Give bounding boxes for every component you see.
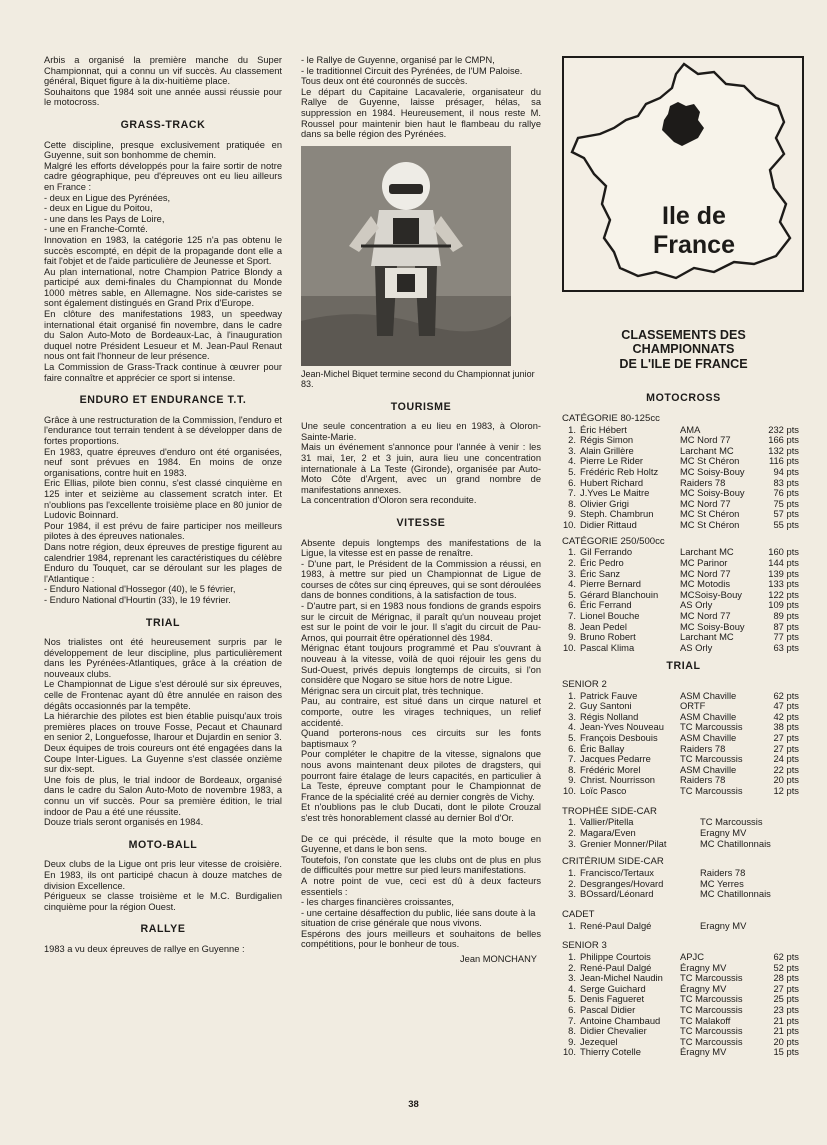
rider-name: Magara/Even: [580, 827, 636, 838]
column-left: [44, 55, 282, 955]
rank-number: 2.: [568, 700, 576, 712]
ranking-row: [562, 868, 805, 879]
rider-name: Pierre Bernard: [580, 578, 641, 590]
rider-name: Hubert Richard: [580, 476, 644, 488]
points: 62 pts: [773, 950, 799, 962]
rank-number: 5.: [568, 732, 576, 744]
rider-name: Denis Fagueret: [580, 993, 645, 1005]
club-name: MC Chatillonnais: [700, 837, 771, 849]
rank-number: 9.: [568, 508, 576, 520]
ranking-row: [562, 467, 805, 478]
paragraph: Deux clubs de la Ligue ont pris leur vitesse de croisière. En 1983, ils ont participé chacun à douze matches de division Excellence.: [44, 859, 282, 891]
rider-name: Steph. Chambrun: [580, 508, 654, 520]
list-item: - une en Franche-Comté.: [44, 224, 148, 235]
club-name: Raiders 78: [680, 476, 726, 488]
column-middle: [301, 55, 541, 965]
ranking-trophee-side-car: [562, 817, 805, 849]
heading-grass-track: GRASS-TRACK: [120, 118, 206, 131]
club-name: Larchant MC: [680, 631, 734, 643]
club-name: MC Parinor: [680, 556, 728, 568]
paragraph: Dans notre région, deux épreuves de prestige figurent au calendrier 1984, reprenant les caractéristiques du célèbre Enduro du Touquet, car se déroulant sur les plages de l'Atlantique :: [44, 541, 282, 584]
list-item: - deux en Ligue du Poitou,: [44, 203, 153, 214]
paragraph: Deux équipes de trois coureurs ont été engagées dans la Coupe Inter-Ligues. La Guyenne s'est classée onzième sur dix-sept.: [44, 743, 282, 775]
rider-name: Jean-Yves Nouveau: [580, 721, 664, 733]
intro-block: [44, 55, 282, 108]
rider-name: Éric Hébert: [580, 423, 627, 435]
points: 83 pts: [773, 476, 799, 488]
rank-number: 10.: [562, 518, 576, 530]
club-name: APJC: [680, 950, 704, 962]
rank-number: 3.: [568, 837, 576, 849]
map-label-line1: Ile de: [662, 202, 726, 230]
paragraph: Arbis a organisé la première manche du Super Championnat, qui a connu un vif succès. Au classement général, Biquet figure à la dix-huitième place.: [44, 55, 282, 87]
points: 89 pts: [773, 609, 799, 621]
rank-number: 6.: [568, 742, 576, 754]
paragraph: - D'autre part, si en 1983 nous fondions de grands espoirs sur le circuit de Mérignac, il paraît qu'un nouveau projet est sur le point de voir le jour. Il s'agit du circuit de Pau-Arnos, qui pourrait être opérationnel dès 1984.: [301, 601, 541, 643]
rider-name: Régis Nolland: [580, 710, 639, 722]
motocross-rider-photo: [301, 146, 511, 366]
club-name: Raiders 78: [680, 774, 726, 786]
rank-number: 2.: [568, 556, 576, 568]
points: 23 pts: [773, 1003, 799, 1015]
club-name: MC St Chéron: [680, 508, 740, 520]
rider-name: Jacques Pedarre: [580, 753, 651, 765]
rank-number: 5.: [568, 993, 576, 1005]
rider-name: Lionel Bouche: [580, 609, 640, 621]
rank-number: 9.: [568, 774, 576, 786]
club-name: Eragny MV: [700, 827, 747, 838]
club-name: TC Marcoussis: [680, 993, 743, 1005]
list-item: - les charges financières croissantes,: [301, 897, 454, 908]
points: 57 pts: [773, 508, 799, 520]
paragraph: Mérignac étant toujours programmé et Pau s'ouvrant à nouveau à la vitesse, voilà de quoi réjouir les gens du Sud-Ouest, privés depuis longtemps de circuits, si l'on considère que Nogaro se situe hors de notre Ligue.: [301, 643, 541, 686]
paragraph: Malgré les efforts développés pour la faire sortir de notre cadre géographique, peu d'épreuves ont eu lieu ailleurs en France :: [44, 160, 282, 192]
ranking-row: [562, 1005, 805, 1016]
points: 27 pts: [773, 982, 799, 994]
rider-name: Éric Ballay: [580, 742, 625, 754]
club-name: AMA: [680, 423, 701, 435]
ranking-row: [562, 786, 805, 797]
rider-name: Éric Pedro: [580, 556, 624, 568]
rider-name: Pascal Klima: [580, 641, 635, 653]
points: 63 pts: [773, 641, 799, 653]
heading-moto-ball: MOTO-BALL: [128, 838, 198, 851]
paragraph: Une fois de plus, le trial indoor de Bordeaux, organisé dans le cadre du Salon Auto-Moto de novembre 1983, a connu un vif succès. Pour sa première édition, le trial indoor de Pau a été une réussite.: [44, 774, 282, 817]
paragraph: La hiérarchie des pilotes est bien établie puisqu'aux trois premières places on trouve Fosse, Pecaut et Chaunard en senior 2, Longuefosse, Iharour et Dujardin en senior 3.: [44, 711, 282, 743]
rank-number: 1.: [568, 423, 576, 435]
paragraph: Douze trials seront organisés en 1984.: [44, 817, 204, 828]
club-name: ASM Chaville: [680, 689, 737, 701]
club-name: MC Nord 77: [680, 497, 731, 509]
rider-name: Pierre Le Rider: [580, 455, 644, 467]
rank-number: 9.: [568, 631, 576, 643]
rank-number: 6.: [568, 476, 576, 488]
points: 62 pts: [773, 689, 799, 701]
title-line: CHAMPIONNATS: [632, 342, 735, 357]
club-name: MC Motodis: [680, 578, 731, 590]
points: 22 pts: [773, 763, 799, 775]
ranking-row: [562, 828, 805, 839]
club-name: TC Marcoussis: [680, 753, 743, 765]
rank-number: 8.: [568, 497, 576, 509]
club-name: MC Nord 77: [680, 609, 731, 621]
paragraph: Mais un événement s'annonce pour l'année à venir : les 31 mai, 1er, 2 et 3 juin, aura lieu une concentration internationale à La Teste (Gironde), organisée par Auto-Moto Côte d'Argent, avec un grand nombre de manifestations annexes.: [301, 442, 541, 495]
rider-name: Gérard Blanchouin: [580, 588, 659, 600]
paragraph: Une seule concentration a eu lieu en 1983, à Oloron-Sainte-Marie.: [301, 421, 541, 442]
rank-number: 9.: [568, 1035, 576, 1047]
paragraph: Et n'oublions pas le club Ducati, dont le pilote Crouzal s'est très honorablement classé au dernier Bol d'Or.: [301, 802, 541, 823]
category-criterium-side-car: CRITÉRIUM SIDE-CAR: [562, 856, 664, 868]
club-name: Larchant MC: [680, 546, 734, 558]
paragraph: Pau, au contraire, est situé dans un cirque naturel et comporte, outre les virages techniques, un relief accidenté.: [301, 696, 541, 728]
points: 52 pts: [773, 961, 799, 973]
club-name: TC Marcoussis: [680, 1003, 743, 1015]
category-cadet: CADET: [562, 908, 595, 920]
rider-name: Antoine Chambaud: [580, 1014, 661, 1026]
paragraph: Nos trialistes ont été heureusement surpris par le développement de leur discipline, plus particulièrement dans les Pyrénées-Atlantiques, grâce à la création de nouveaux clubs.: [44, 637, 282, 679]
club-name: AS Orly: [680, 599, 713, 611]
club-name: TC Marcoussis: [680, 1035, 743, 1047]
rider-name: Gil Ferrando: [580, 546, 633, 558]
rank-number: 2.: [568, 434, 576, 446]
rider-name: Francisco/Tertaux: [580, 866, 654, 878]
rider-name: Didier Rittaud: [580, 518, 637, 530]
list-item: - deux en Ligue des Pyrénées,: [44, 192, 171, 203]
rider-name: Christ. Nourrisson: [580, 774, 656, 786]
heading-trial-idf: TRIAL: [666, 660, 701, 673]
heading-rallye: RALLYE: [140, 923, 186, 936]
rank-number: 1.: [568, 816, 576, 828]
club-name: MC Soisy-Bouy: [680, 487, 745, 499]
category-senior-2: SENIOR 2: [562, 678, 607, 690]
points: 116 pts: [768, 455, 799, 467]
ranking-row: [562, 520, 805, 531]
list-item: - Enduro National d'Hourtin (33), le 19 février.: [44, 594, 231, 605]
rider-name: Frédéric Morel: [580, 763, 641, 775]
paragraph: - D'une part, le Président de la Commission a réussi, en 1983, à mettre sur pied un Championnat de Ligue de courses de côtes sur cinq épreuves, qui se sont déroulées dans de bonnes conditions, à la satisfaction de tous.: [301, 558, 541, 601]
list-item: - le Rallye de Guyenne, organisé par le CMPN,: [301, 55, 495, 65]
points: 20 pts: [773, 1035, 799, 1047]
club-name: Éragny MV: [680, 982, 727, 994]
rank-number: 3.: [568, 972, 576, 984]
paragraph: La concentration d'Oloron sera reconduite.: [301, 495, 477, 506]
rider-name: J.Yves Le Maitre: [580, 487, 650, 499]
ranking-row: [562, 839, 805, 850]
club-name: ASM Chaville: [680, 763, 737, 775]
rank-number: 10.: [562, 1046, 576, 1058]
rider-name: Loïc Pasco: [580, 785, 627, 797]
paragraph: Toutefois, l'on constate que les clubs ont de plus en plus de difficultés pour mettre sur pied leurs manifestations.: [301, 854, 541, 876]
ranking-row: [562, 558, 805, 569]
page-number: 38: [408, 1099, 419, 1110]
club-name: MC St Chéron: [680, 455, 740, 467]
rank-number: 7.: [568, 487, 576, 499]
rider-name: Pascal Didier: [580, 1003, 636, 1015]
rank-number: 4.: [568, 721, 576, 733]
ranking-row: [562, 889, 805, 900]
rank-number: 1.: [568, 689, 576, 701]
map-label-line2: France: [653, 231, 735, 259]
points: 28 pts: [773, 972, 799, 984]
rank-number: 5.: [568, 588, 576, 600]
category-80-125: CATÉGORIE 80-125cc: [562, 412, 660, 424]
points: 166 pts: [768, 434, 799, 446]
points: 55 pts: [773, 518, 799, 530]
club-name: MC Soisy-Bouy: [680, 620, 745, 632]
club-name: Eragny MV: [700, 919, 747, 931]
paragraph: Quand porterons-nous ces circuits sur les fonts baptismaux ?: [301, 728, 541, 749]
rider-name: Didier Chevalier: [580, 1025, 647, 1037]
rider-name: Jean Pedel: [580, 620, 627, 632]
rider-name: Bruno Robert: [580, 631, 636, 643]
points: 139 pts: [768, 567, 799, 579]
points: 15 pts: [773, 1046, 799, 1058]
points: 132 pts: [768, 444, 799, 456]
column-right: [562, 55, 805, 1058]
points: 27 pts: [773, 732, 799, 744]
rank-number: 3.: [568, 888, 576, 900]
club-name: MC Nord 77: [680, 567, 731, 579]
paragraph: A notre point de vue, ceci est dû à deux facteurs essentiels :: [301, 875, 541, 897]
category-250-500: CATÉGORIE 250/500cc: [562, 535, 665, 547]
rank-number: 1.: [568, 866, 576, 878]
rider-name: Jean-Michel Naudin: [580, 972, 663, 984]
club-name: Raiders 78: [680, 742, 726, 754]
club-name: TC Marcoussis: [680, 972, 743, 984]
rider-name: François Desbouis: [580, 732, 658, 744]
club-name: MC Yerres: [700, 877, 744, 889]
rank-number: 10.: [562, 785, 576, 797]
list-item: - une certaine désaffection du public, liée sans doute à la situation de crise générale que nous vivons.: [301, 907, 536, 929]
rider-name: Thierry Cotelle: [580, 1046, 641, 1058]
club-name: ASM Chaville: [680, 732, 737, 744]
club-name: ORTF: [680, 700, 706, 712]
rider-name: Patrick Fauve: [580, 689, 638, 701]
list-item: - Enduro National d'Hossegor (40), le 5 février,: [44, 584, 236, 595]
category-senior-3: SENIOR 3: [562, 940, 607, 952]
title-line: CLASSEMENTS DES: [621, 328, 746, 342]
points: 21 pts: [773, 1025, 799, 1037]
rider-illustration: [301, 146, 511, 366]
rank-number: 1.: [568, 950, 576, 962]
club-name: MC Chatillonnais: [700, 888, 771, 900]
ile-de-france-map: [562, 56, 804, 292]
rank-number: 2.: [568, 877, 576, 889]
rider-name: René-Paul Dalgé: [580, 919, 652, 931]
points: 76 pts: [773, 487, 799, 499]
rank-number: 4.: [568, 578, 576, 590]
points: 232 pts: [768, 423, 799, 435]
club-name: AS Orly: [680, 641, 713, 653]
rider-name: Jezequel: [580, 1035, 618, 1047]
points: 27 pts: [773, 742, 799, 754]
club-name: MC Nord 77: [680, 434, 731, 446]
rider-name: Vallier/Pitella: [580, 816, 634, 828]
paragraph: Le Championnat de Ligue s'est déroulé sur six épreuves, celle de Frontenac ayant dû être annulée en raison des dégâts occasionnés par la tempête.: [44, 679, 282, 711]
ranking-250-500: [562, 547, 805, 653]
paragraph: Innovation en 1983, la catégorie 125 n'a pas obtenu le succès escompté, en dépit de la propagande dont elle a fait l'objet et de l'aide particulière de Jeunesse et Sport.: [44, 234, 282, 267]
rank-number: 2.: [568, 961, 576, 973]
rider-name: Éric Ferrand: [580, 599, 632, 611]
club-name: TC Marcoussis: [700, 816, 763, 828]
rider-name: Serge Guichard: [580, 982, 646, 994]
heading-vitesse: VITESSE: [396, 516, 446, 529]
paragraph: 1983 a vu deux épreuves de rallye en Guyenne :: [44, 943, 245, 954]
list-item: - le traditionnel Circuit des Pyrénées, de l'UM Paloise.: [301, 65, 523, 76]
rank-number: 1.: [568, 546, 576, 558]
heading-tourisme: TOURISME: [390, 400, 452, 413]
club-name: TC Marcoussis: [680, 1025, 743, 1037]
rank-number: 7.: [568, 609, 576, 621]
club-name: MC Soisy-Bouy: [680, 465, 745, 477]
paragraph: Eric Ellias, pilote bien connu, s'est classé cinquième en 125 inter et seizième au classement scratch inter. Et n'oublions pas l'excellente troisième place en 80 junior de Ludovic Boinnard.: [44, 478, 282, 521]
points: 25 pts: [773, 993, 799, 1005]
points: 24 pts: [773, 753, 799, 765]
rank-number: 3.: [568, 710, 576, 722]
paragraph: En 1983, quatre épreuves d'enduro ont été organisées, neuf sont prévues en 1984. En moins de onze organisations, contre huit en 1983.: [44, 446, 282, 478]
club-name: TC Malakoff: [680, 1014, 731, 1026]
ranking-criterium-side-car: [562, 868, 805, 900]
club-name: TC Marcoussis: [680, 785, 743, 797]
rider-name: BOssard/Léonard: [580, 888, 654, 900]
rank-number: 1.: [568, 919, 576, 931]
category-trophee-side-car: TROPHÉE SIDE-CAR: [562, 805, 657, 817]
rider-name: Alain Grillère: [580, 444, 634, 456]
ranking-row: [562, 643, 805, 654]
paragraph: Souhaitons que 1984 soit une année aussi réussie pour le motocross.: [44, 86, 282, 108]
club-name: MCSoisy-Bouy: [680, 588, 742, 600]
paragraph: Mérignac sera un circuit plat, très technique.: [301, 685, 484, 696]
rank-number: 8.: [568, 1025, 576, 1037]
rank-number: 7.: [568, 753, 576, 765]
rider-name: Guy Santoni: [580, 700, 632, 712]
ranking-row: [562, 611, 805, 622]
paragraph: Pour compléter le chapitre de la vitesse, signalons que nous avons maintenant deux pilotes de dragsters, qui pourront faire étalage de leurs capacités, en particulier à La Teste, épreuve comptant pour le Championnat de France de la spécialité créé au dernier congrès de Vichy.: [301, 749, 541, 802]
points: 12 pts: [773, 785, 799, 797]
rider-name: Éric Sanz: [580, 567, 621, 579]
points: 47 pts: [773, 700, 799, 712]
points: 109 pts: [768, 599, 799, 611]
ranking-senior-2: [562, 691, 805, 797]
rider-name: Olivier Grigi: [580, 497, 629, 509]
club-name: Éragny MV: [680, 961, 727, 973]
rank-number: 2.: [568, 827, 576, 838]
points: 160 pts: [768, 546, 799, 558]
heading-motocross: MOTOCROSS: [646, 392, 721, 405]
rank-number: 3.: [568, 567, 576, 579]
points: 133 pts: [768, 578, 799, 590]
ranking-80-125: [562, 425, 805, 531]
rider-name: Frédéric Reb Holtz: [580, 465, 659, 477]
rider-name: René-Paul Dalgé: [580, 961, 652, 973]
points: 87 pts: [773, 620, 799, 632]
rank-number: 4.: [568, 455, 576, 467]
rank-number: 6.: [568, 1003, 576, 1015]
paragraph: La Commission de Grass-Track continue à œuvrer pour faire connaître et apprécier ce sport si intense.: [44, 362, 282, 383]
paragraph: Au plan international, notre Champion Patrice Blondy a participé aux demi-finales du Championnat du Monde 1000 mètres sable, en Allemagne. Nos side-caristes se sont également distingués en Grand Prix d'Europe.: [44, 266, 282, 309]
paragraph: Pour 1984, il est prévu de faire participer nos meilleurs pilotes à des épreuves nationales.: [44, 520, 282, 542]
rank-number: 5.: [568, 465, 576, 477]
paragraph: Le départ du Capitaine Lacavalerie, organisateur du Rallye de Guyenne, laisse présager, hélas, sa suppression en 1984. Heureusement, il nous reste M. Roussel pour maintenir bien haut le flambeau du rallye dans sa belle région des Pyrénées.: [301, 86, 541, 140]
points: 42 pts: [773, 710, 799, 722]
points: 144 pts: [768, 556, 799, 568]
paragraph: Espérons des jours meilleurs et souhaitons de belles compétitions, pour le bonheur de tous.: [301, 928, 541, 950]
ranking-row: [562, 1047, 805, 1058]
club-name: Larchant MC: [680, 444, 734, 456]
ranking-row: [562, 952, 805, 963]
rider-name: Desgranges/Hovard: [580, 877, 664, 889]
rank-number: 4.: [568, 982, 576, 994]
club-name: ASM Chaville: [680, 710, 737, 722]
club-name: Raiders 78: [700, 866, 746, 878]
paragraph: Périgueux se classe troisième et le M.C. Burdigalien cinquième pour la région Ouest.: [44, 891, 282, 912]
author-signature: Jean MONCHANY: [460, 954, 537, 965]
photo-caption: Jean-Michel Biquet termine second du Championnat junior 83.: [301, 368, 535, 390]
rank-number: 7.: [568, 1014, 576, 1026]
club-name: Éragny MV: [680, 1046, 727, 1058]
rider-name: Régis Simon: [580, 434, 634, 446]
rider-name: Grenier Monner/Pilat: [580, 837, 667, 849]
points: 38 pts: [773, 721, 799, 733]
club-name: TC Marcoussis: [680, 721, 743, 733]
ranking-senior-3: [562, 952, 805, 1058]
points: 122 pts: [768, 588, 799, 600]
points: 94 pts: [773, 465, 799, 477]
rank-number: 10.: [562, 641, 576, 653]
paragraph: Cette discipline, presque exclusivement pratiquée en Guyenne, suit son bonhomme de chemin.: [44, 139, 282, 161]
classements-title: [562, 328, 805, 371]
rider-name: Philippe Courtois: [580, 950, 651, 962]
heading-enduro: ENDURO ET ENDURANCE T.T.: [79, 394, 247, 407]
ranking-row: [562, 921, 805, 932]
points: 77 pts: [773, 631, 799, 643]
rank-number: 3.: [568, 444, 576, 456]
points: 20 pts: [773, 774, 799, 786]
paragraph: Grâce à une restructuration de la Commission, l'enduro et l'endurance tout terrain tendent à se développer dans de fortes proportions.: [44, 414, 282, 446]
rank-number: 6.: [568, 599, 576, 611]
ranking-cadet: [562, 921, 805, 932]
points: 75 pts: [773, 497, 799, 509]
rank-number: 8.: [568, 763, 576, 775]
paragraph: Tous deux ont été couronnés de succès.: [301, 76, 468, 87]
paragraph: De ce qui précède, il résulte que la moto bouge en Guyenne, et dans le bon sens.: [301, 833, 541, 855]
title-line: DE L'ILE DE FRANCE: [619, 356, 748, 371]
heading-trial: TRIAL: [145, 616, 181, 629]
points: 21 pts: [773, 1014, 799, 1026]
paragraph: En clôture des manifestations 1983, un speedway international était organisé fin novembre, dans le cadre du Salon Auto-Moto de Bordeaux-Lac, à l'inauguration duquel notre Président Lesueur et M. Jean-Paul Renaut nous ont fait l'honneur de leur présence.: [44, 309, 282, 362]
list-item: - une dans les Pays de Loire,: [44, 213, 165, 224]
rank-number: 8.: [568, 620, 576, 632]
paragraph: Absente depuis longtemps des manifestations de la Ligue, la vitesse est en passe de renaître.: [301, 537, 541, 559]
club-name: MC St Chéron: [680, 518, 740, 530]
